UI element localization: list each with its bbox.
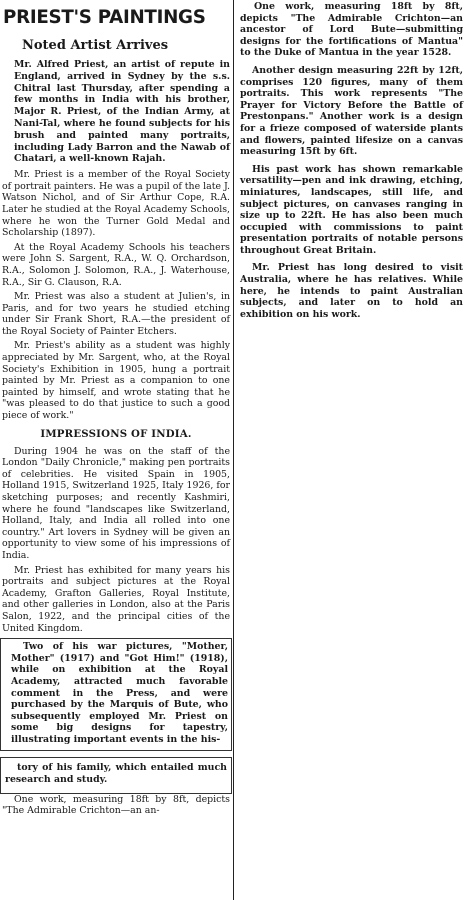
cut-off-paragraph: One work, measuring 18ft by 8ft, depicts "The Admirable Crichton—an an- xyxy=(2,793,230,817)
column-divider xyxy=(233,0,234,900)
section-heading: IMPRESSIONS OF INDIA. xyxy=(40,427,192,440)
body-paragraph: Mr. Priest's ability as a student was highly appreciated by Mr. Sargent, who, at the Royal Society's Exhibition in 1905, hung a portrait painted by Mr. Priest as a companion to one painted by himself, and wrote stating that he "was pleased to do that justice to such a good piece of work." xyxy=(2,340,230,422)
body-paragraph: Mr. Priest has long desired to visit Australia, where he has relatives. While here, he intends to paint Australian subjects, and later on to hold an exhibition on his work. xyxy=(240,262,463,320)
lead-paragraph: Mr. Alfred Priest, an artist of repute in England, arrived in Sydney by the s.s. Chitral last Thursday, after spending a few months in India with his brother, Major R. Priest, of the Indian Army, at Nani-Tal, where he found subjects for his brush and painted many portraits, including Lady Barron and the Nawab of Chatari, a well-known Rajah. xyxy=(14,59,230,165)
body-paragraph: Mr. Priest was also a student at Julien's, in Paris, and for two years he studied etching under Sir Frank Short, R.A.—the president of the Royal Society of Painter Etchers. xyxy=(2,291,230,337)
boxed-excerpt xyxy=(0,638,232,751)
body-paragraph: His past work has shown remarkable versatility—pen and ink drawing, etching, miniatures, landscapes, still life, and subject pictures, on canvases ranging in size up to 22ft. He has also been much occupied with commissions to paint presentation portraits of notable persons throughout Great Britain. xyxy=(240,163,463,256)
left-column xyxy=(0,0,232,900)
body-paragraph: At the Royal Academy Schools his teachers were John S. Sargent, R.A., W. Q. Orchardson, R.A., Solomon J. Solomon, R.A., J. Waterhouse, R.A., Sir G. Clauson, R.A. xyxy=(2,241,230,288)
article-headline: PRIEST'S PAINTINGS xyxy=(3,6,206,28)
body-paragraph: Mr. Priest is a member of the Royal Society of portrait painters. He was a pupil of the late J. Watson Nichol, and of Sir Arthur Cope, R.A. Later he studied at the Royal Academy Schools, where he won the Turner Gold Medal and Scholarship (1897). xyxy=(2,169,231,239)
continuation-box xyxy=(0,757,232,793)
body-paragraph: Another design measuring 22ft by 12ft, comprises 120 figures, many of them portraits. This work represents "The Prayer for Victory Before the Battle of Prestonpans." Another work is a design for a frieze composed of waterside plants and flowers, painted lifesize on a canvas measuring 15ft by 6ft. xyxy=(240,64,463,158)
article-subheading: Noted Artist Arrives xyxy=(22,38,169,53)
body-paragraph: Mr. Priest has exhibited for many years his portraits and subject pictures at the Royal Academy, Grafton Galleries, Royal Institute, and other galleries in London, also at the Paris Salon, 1922, and the principal cities of the United Kingdom. xyxy=(2,564,230,634)
body-paragraph: During 1904 he was on the staff of the London "Daily Chronicle," making pen portraits of celebrities. He visited Spain in 1905, Holland 1915, Switzerland 1925, Italy 1926, for sketching purposes; and recently Kashmiri, where he found "landscapes like Switzerland, Holland, Italy, and India all rolled into one country." Art lovers in Sydney will be given an opportunity to view some of his impressions of India. xyxy=(2,445,230,561)
body-paragraph: One work, measuring 18ft by 8ft, depicts "The Admirable Crichton—an ancestor of Lord Bute—submitting designs for the fortifications of Mantua" to the Duke of Mantua in the year 1528. xyxy=(240,1,463,59)
boxed-paragraph: Two of his war pictures, "Mother, Mother" (1917) and "Got Him!" (1918), while on exhibition at the Royal Academy, attracted much favorable comment in the Press, and were purchased by the Marquis of Bute, who subsequently employed Mr. Priest on some big designs for tapestry, illustrating important events in the his- xyxy=(11,641,228,745)
right-column xyxy=(236,0,465,323)
continuation-paragraph: tory of his family, which entailed much research and study. xyxy=(5,762,227,786)
